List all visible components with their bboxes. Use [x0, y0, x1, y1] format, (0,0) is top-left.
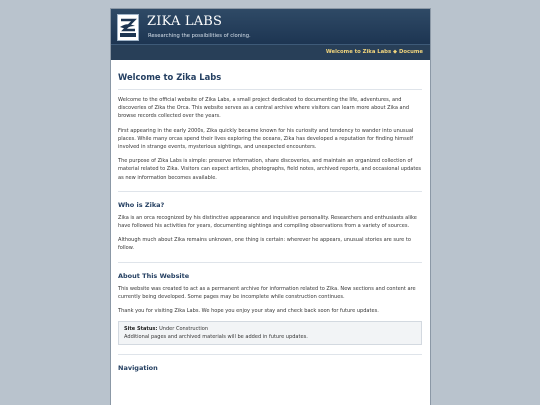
- page-container: [110, 8, 431, 405]
- status-label: Site Status:: [124, 326, 158, 333]
- section-heading-about: About This Website: [118, 271, 190, 280]
- section-navigation: [118, 354, 422, 372]
- about-paragraph-1: This website was created to act as a permanent archive for information related to Zika. New sections and content are currently being developed. Some pages may be incomplete while construction continues.: [118, 285, 416, 300]
- about-paragraph-2: Thank you for visiting Zika Labs. We hope you enjoy your stay and check back soon for future updates.: [118, 308, 379, 315]
- who-paragraph-1: Zika is an orca recognized by his distinctive appearance and inquisitive personality. Researchers and enthusiasts alike have followed his activities for years, documenting sightings and compiling observations from a variety of sources.: [118, 214, 417, 230]
- section-about: [118, 262, 422, 346]
- main-content: [111, 60, 430, 372]
- section-heading-who: Who is Zika?: [118, 200, 165, 209]
- orca-logo-icon[interactable]: [117, 14, 139, 41]
- intro-paragraph-2: First appearing in the early 2000s, Zika quickly became known for his curiosity and tendency to wander into unusual places. While many orcas spend their lives exploring the oceans, Zika has developed a reputation for finding himself involved in strange events, mysterious sightings, and unexpected encounters.: [118, 127, 414, 151]
- page-title: Welcome to Zika Labs: [118, 72, 422, 90]
- nav-separator-icon: ◆: [393, 49, 398, 55]
- intro-paragraph-3: The purpose of Zika Labs is simple: preserve information, share discoveries, and maintain an organized collection of material related to Zika. Visitors can expect articles, photographs, field notes, archived reports, and occasional updates as new information becomes available.: [118, 158, 422, 181]
- site-status-box: [118, 321, 422, 345]
- site-title: ZIKA LABS: [147, 14, 223, 29]
- site-header: [111, 9, 430, 44]
- nav-link-welcome[interactable]: Welcome to Zika Labs: [325, 49, 392, 55]
- section-heading-navigation: Navigation: [118, 364, 158, 373]
- status-value: Under Construction: [159, 326, 209, 333]
- site-tagline: Researching the possibilities of cloning.: [148, 33, 251, 39]
- status-note: Additional pages and archived materials will be added in future updates.: [124, 334, 308, 341]
- section-who-is-zika: [118, 191, 422, 253]
- nav-link-documents[interactable]: Docume: [398, 49, 423, 55]
- intro-paragraph-1: Welcome to the official website of Zika Labs, a small project dedicated to documenting the life, adventures, and discoveries of Zika the Orca. This website serves as a central archive where visitors can learn more about Zika and browse records collected over the years.: [118, 97, 410, 120]
- top-navbar: [111, 44, 430, 60]
- who-paragraph-2: Although much about Zika remains unknown, one thing is certain: wherever he appears, unusual stories are sure to follow.: [118, 237, 411, 252]
